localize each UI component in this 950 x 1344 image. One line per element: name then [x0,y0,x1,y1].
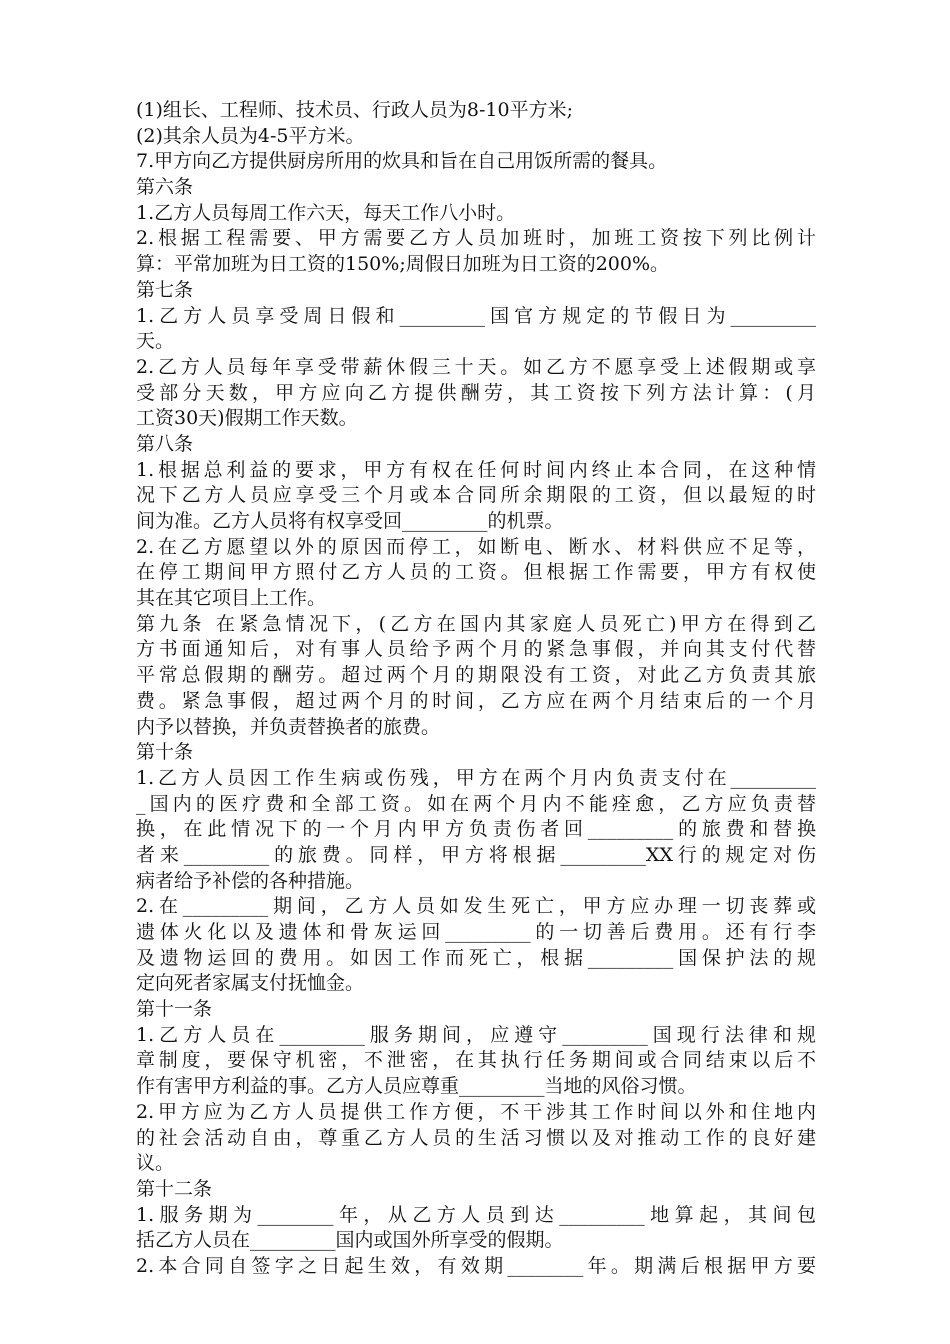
text-line: 况下乙方人员应享受三个月或本合同所余期限的工资，但以最短的时 [136,484,816,507]
text-line: 7.甲方向乙方提供厨房所用的炊具和旨在自己用饭所需的餐具。 [136,150,668,173]
text-line: 1.乙方人员每周工作六天，每天工作八小时。 [136,201,516,224]
text-line: 2.甲方应为乙方人员提供工作方便，不干涉其工作时间以外和住地内 [136,1100,816,1123]
text-line: _国内的医疗费和全部工资。如在两个月内不能痊愈，乙方应负责替 [136,792,816,815]
text-line: 内予以替换，并负责替换者的旅费。 [136,715,441,738]
text-line: 者来_________的旅费。同样，甲方将根据_________XX行的规定对伤 [136,843,816,866]
text-line: 费。紧急事假，超过两个月的时间，乙方应在两个月结束后的一个月 [136,689,816,712]
text-line: 1.乙方人员享受周日假和_________国官方规定的节假日为_________ [136,304,816,327]
text-line: 的社会活动自由，尊重乙方人员的生活习惯以及对推动工作的良好建 [136,1126,816,1149]
text-line: 间为准。乙方人员将有权享受回_________的机票。 [136,510,564,532]
section-heading: 第七条 [136,278,194,301]
text-line: 章制度，要保守机密，不泄密，在其执行任务期间或合同结束以后不 [136,1049,816,1072]
text-line: 在停工期间甲方照付乙方人员的工资。但根据工作需要，甲方有权使 [136,561,816,584]
text-line: 平常总假期的酬劳。超过两个月的期限没有工资，对此乙方负责其旅 [136,664,816,687]
text-line: 遗体火化以及遗体和骨灰运回_________的一切善后费用。还有行李 [136,921,816,943]
text-line: 定向死者家属支付抚恤金。 [136,972,365,995]
text-line: 1.乙方人员在_________服务期间，应遵守_________国现行法律和规 [136,1023,816,1046]
document-page [136,98,816,1280]
text-line: 换，在此情况下的一个月内甲方负责伤者回_________的旅费和替换 [136,818,816,841]
text-line: 2.本合同自签字之日起生效，有效期________年。期满后根据甲方要 [136,1254,816,1277]
text-line: 工资30天)假期工作天数。 [136,407,358,430]
section-heading: 第十一条 [136,998,213,1021]
text-line: 1.服务期为________年，从乙方人员到达_________地算起，其间包 [136,1203,816,1226]
text-line: 2.根据工程需要、甲方需要乙方人员加班时，加班工资按下列比例计 [136,227,816,250]
section-heading: 第十条 [136,741,194,764]
text-line: 算：平常加班为日工资的150%;周假日加班为日工资的200%。 [136,253,670,276]
text-line: 天。 [136,330,175,353]
text-line: 2.乙方人员每年享受带薪休假三十天。如乙方不愿享受上述假期或享 [136,355,816,378]
text-line: 2.在乙方愿望以外的原因而停工，如断电、断水、材料供应不足等， [136,535,816,558]
text-line: 病者给予补偿的各种措施。 [136,869,365,892]
section-heading: 第六条 [136,176,194,199]
text-line: 议。 [136,1152,175,1175]
section-heading: 第十二条 [136,1177,213,1200]
text-line: 及遗物运回的费用。如因工作而死亡，根据_________国保护法的规 [136,946,816,969]
section-heading: 第九条 在紧急情况下，(乙方在国内其家庭人员死亡)甲方在得到乙 [136,612,816,635]
text-line: (1)组长、工程师、技术员、行政人员为8-10平方米; [136,99,574,121]
text-line: (2)其余人员为4-5平方米。 [136,124,365,147]
text-line: 1.乙方人员因工作生病或伤残，甲方在两个月内负责支付在_________ [136,766,816,789]
section-heading: 第八条 [136,432,194,455]
text-line: 1.根据总利益的要求，甲方有权在任何时间内终止本合同，在这种情 [136,458,816,481]
text-line: 作有害甲方利益的事。乙方人员应尊重_________当地的风俗习惯。 [136,1075,697,1098]
text-line: 受部分天数，甲方应向乙方提供酬劳，其工资按下列方法计算：(月 [136,381,816,404]
text-line: 2.在_________期间，乙方人员如发生死亡，甲方应办理一切丧葬或 [136,895,816,918]
text-line: 括乙方人员在_________国内或国外所享受的假期。 [136,1229,564,1252]
text-line: 方书面通知后，对有事人员给予两个月的紧急事假，并向其支付代替 [136,638,816,661]
text-line: 其在其它项目上工作。 [136,587,327,610]
